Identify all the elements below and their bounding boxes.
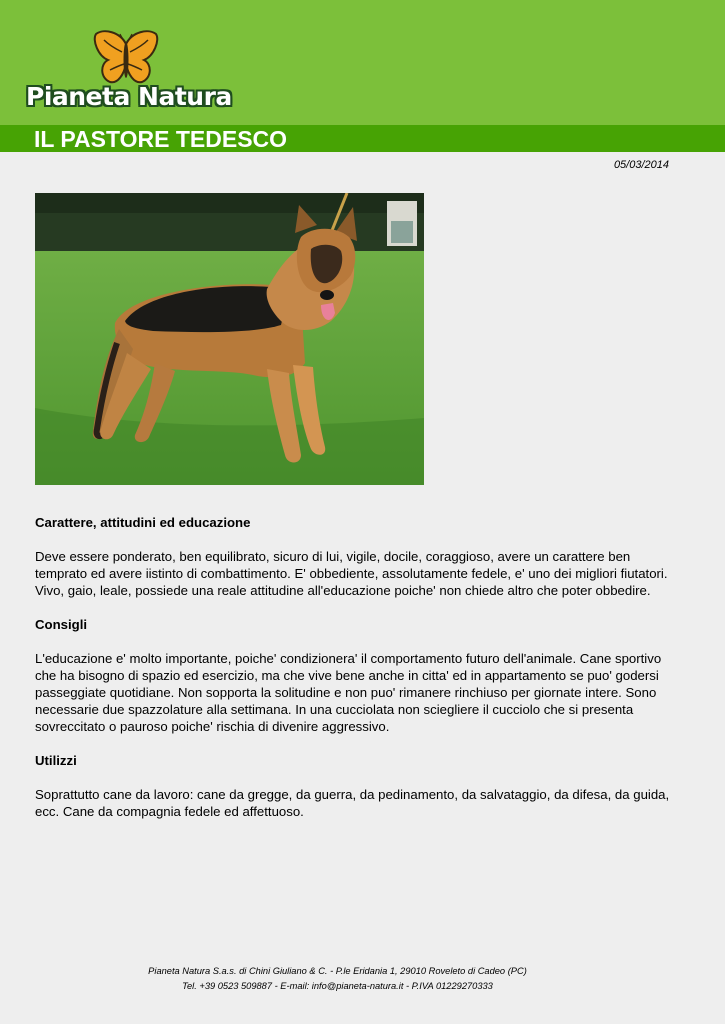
section-text: Deve essere ponderato, ben equilibrato, sicuro di lui, vigile, docile, coraggioso, avere un carattere ben temprato ed avere iistinto di combattimento. E' obbediente, assolutamente fedele, e' uno dei migliori fiutatori. Vivo, gaio, leale, possiede una reale attitudine all'educazione poiche' non chiede altro che poter obbedire.	[35, 549, 668, 598]
brand-name: Pianeta Natura	[26, 82, 232, 111]
german-shepherd-photo	[35, 193, 424, 485]
footer-contacts: Tel. +39 0523 509887 - E-mail: info@pianeta-natura.it - P.IVA 01229270333	[182, 981, 493, 991]
section-heading: Utilizzi	[35, 753, 77, 768]
section-text: Soprattutto cane da lavoro: cane da gregge, da guerra, da pedinamento, da salvataggio, da difesa, da guida, ecc. Cane da compagnia fedele ed affettuoso.	[35, 787, 670, 819]
butterfly-icon	[92, 30, 160, 88]
page-title: IL PASTORE TEDESCO	[34, 126, 288, 152]
section-text: L'educazione e' molto importante, poiche' condizionera' il comportamento futuro dell'animale. Cane sportivo che ha bisogno di spazio ed esercizio, ma che vive bene anche in citta' ed in appartamento se puo' godersi passeggiate quotidiane. Non sopporta la solitudine e non puo' rimanere rinchiuso per giornate intere. Sono necessarie due spazzolature alla settimana. In una cucciolata non sciegliere il cucciolo che si presenta sovreccitato o pauroso poiche' rischia di divenire aggressivo.	[35, 651, 662, 734]
section-heading: Carattere, attitudini ed educazione	[35, 515, 251, 530]
article-body	[35, 514, 675, 837]
brand-logo[interactable]	[22, 30, 242, 112]
footer-company-address: Pianeta Natura S.a.s. di Chini Giuliano & C. - P.le Eridania 1, 29010 Roveleto di Cadeo (PC)	[148, 966, 527, 976]
footer	[0, 964, 675, 994]
section-heading: Consigli	[35, 617, 88, 632]
publication-date: 05/03/2014	[613, 159, 669, 171]
